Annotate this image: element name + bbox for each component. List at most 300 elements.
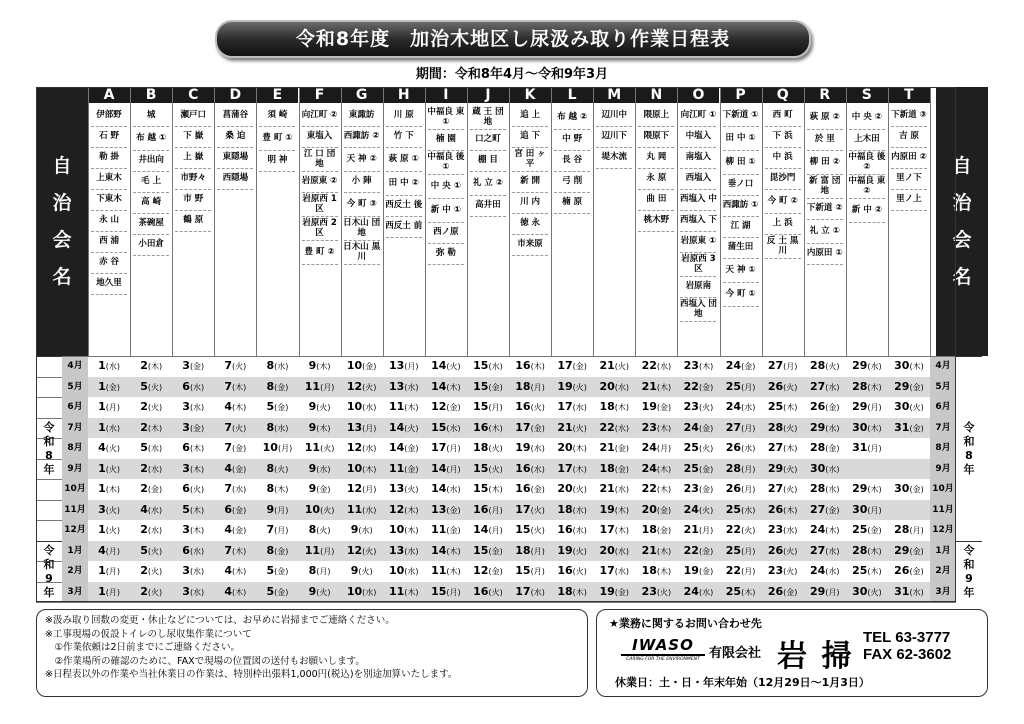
month-label-left: 4月 — [62, 356, 88, 377]
date-weekday: (月) — [867, 444, 882, 453]
date-weekday: (金) — [656, 526, 672, 535]
date-day: 6 — [182, 482, 190, 495]
association-name: 中福良 後 ② — [848, 152, 886, 172]
year-label-r9-right — [956, 541, 982, 603]
date-weekday: (火) — [105, 444, 120, 453]
date-weekday: (木) — [783, 444, 798, 453]
date-weekday: (木) — [656, 464, 672, 474]
column-header-Q: Q — [762, 87, 804, 103]
date-weekday: (水) — [404, 546, 419, 556]
date-weekday: (金) — [446, 526, 461, 535]
date-weekday: (火) — [530, 526, 545, 535]
date-weekday: (木) — [232, 587, 247, 597]
date-weekday: (水) — [741, 403, 756, 412]
date-day: 18 — [515, 379, 531, 393]
date-weekday: (金) — [698, 423, 714, 433]
date-day: 5 — [182, 502, 190, 516]
association-name: 高 崎 — [141, 197, 162, 208]
date-day: 9 — [308, 461, 317, 475]
date-day: 29 — [852, 482, 868, 495]
column-header-C: C — [172, 87, 214, 103]
month-label-right: 5月 — [930, 377, 956, 398]
date-day: 27 — [809, 379, 826, 393]
logo-tagline: CARING FOR THE ENVIRONMENT — [626, 657, 700, 662]
date-weekday: (木) — [232, 546, 247, 556]
association-name: 向江町 ② — [301, 110, 338, 121]
date-weekday: (金) — [741, 362, 756, 371]
date-weekday: (火) — [530, 403, 545, 412]
association-name: 宮 田 ヶ 平 — [514, 149, 546, 169]
association-name: 内原田 ② — [891, 152, 927, 163]
date-weekday: (水) — [867, 362, 882, 371]
date-day: 13 — [431, 502, 447, 516]
association-name: 田 中 ② — [388, 177, 419, 188]
date-day: 15 — [473, 400, 489, 413]
date-day: 9 — [350, 564, 359, 577]
association-name: 日木山 黒 川 — [343, 242, 381, 262]
date-day: 21 — [599, 441, 615, 454]
date-weekday: (水) — [189, 403, 205, 412]
date-day: 14 — [431, 543, 447, 557]
date-weekday: (木) — [825, 526, 840, 535]
date-day: 29 — [894, 543, 910, 557]
date-weekday: (水) — [446, 485, 461, 494]
date-day: 15 — [473, 482, 489, 495]
date-weekday: (火) — [572, 546, 587, 556]
date-weekday: (木) — [656, 567, 672, 576]
date-day: 11 — [346, 502, 363, 516]
association-name: 徳 永 — [520, 218, 541, 229]
date-weekday: (水) — [358, 526, 373, 535]
date-weekday: (金) — [909, 567, 924, 576]
date-day: 23 — [683, 359, 699, 372]
date-day: 16 — [515, 400, 531, 413]
association-name: 内原田 ① — [806, 248, 843, 259]
date-weekday: (火) — [316, 403, 331, 412]
date-day: 3 — [182, 461, 190, 475]
date-day: 8 — [266, 461, 275, 475]
date-weekday: (木) — [147, 423, 163, 433]
association-name: 小田倉 — [138, 239, 164, 250]
date-weekday: (木) — [189, 464, 205, 474]
side-label-char: 名 — [952, 266, 972, 288]
month-label-right: 10月 — [930, 479, 956, 500]
date-weekday: (木) — [656, 546, 672, 556]
table-border — [36, 87, 956, 602]
association-name: 豊 町 ① — [262, 132, 293, 143]
date-day: 15 — [515, 523, 531, 536]
date-day: 17 — [599, 564, 615, 577]
date-day: 1 — [98, 564, 106, 577]
date-day: 24 — [683, 502, 699, 516]
date-weekday: (金) — [698, 382, 714, 392]
date-day: 31 — [852, 441, 868, 454]
date-weekday: (火) — [147, 546, 163, 556]
association-name: 東隠場 — [222, 152, 249, 163]
date-day: 9 — [308, 420, 317, 434]
date-day: 18 — [599, 400, 615, 413]
association-name: 毛 上 — [141, 176, 162, 187]
date-weekday: (金) — [189, 362, 205, 371]
date-weekday: (火) — [783, 485, 798, 494]
date-day: 2 — [140, 523, 148, 536]
date-weekday: (木) — [232, 382, 247, 392]
date-day: 14 — [431, 379, 447, 393]
date-weekday: (水) — [614, 485, 630, 494]
date-weekday: (水) — [825, 485, 840, 494]
association-name: 井出向 — [138, 155, 164, 166]
date-day: 15 — [515, 564, 531, 577]
association-name: 中 野 — [562, 134, 583, 145]
date-weekday: (火) — [446, 362, 461, 371]
date-day: 7 — [224, 543, 233, 557]
association-name: 萩 原 ② — [809, 111, 840, 122]
date-weekday: (月) — [488, 526, 503, 535]
association-name: 南塩入 — [685, 152, 712, 163]
association-name: 小 陣 — [351, 176, 372, 187]
date-weekday: (火) — [698, 505, 714, 515]
date-weekday: (火) — [656, 587, 672, 597]
date-day: 19 — [683, 564, 699, 577]
date-weekday: (月) — [404, 362, 419, 371]
date-weekday: (水) — [274, 362, 289, 371]
association-name: 棚 目 — [477, 155, 498, 166]
association-name: 中 浜 — [772, 152, 793, 163]
date-day: 5 — [140, 441, 148, 454]
date-weekday: (金) — [783, 587, 798, 597]
date-day: 17 — [431, 441, 447, 454]
date-day: 28 — [809, 359, 826, 372]
date-day: 26 — [725, 441, 742, 454]
date-day: 10 — [346, 461, 363, 475]
association-name: 弥 勒 — [435, 248, 456, 259]
date-weekday: (金) — [909, 382, 924, 392]
association-name: 弓 削 — [562, 176, 583, 187]
date-day: 18 — [641, 564, 657, 577]
date-day: 29 — [809, 584, 826, 598]
association-name: 下新道 ② — [806, 203, 843, 214]
date-day: 1 — [98, 523, 106, 536]
date-weekday: (金) — [316, 485, 331, 494]
date-weekday: (火) — [362, 546, 377, 556]
date-weekday: (水) — [572, 403, 587, 412]
date-weekday: (火) — [316, 526, 331, 535]
date-weekday: (火) — [530, 505, 545, 515]
date-day: 11 — [431, 523, 447, 536]
date-day: 28 — [725, 461, 742, 475]
date-weekday: (木) — [404, 587, 419, 597]
association-name: 西反土 前 — [385, 221, 423, 232]
date-weekday: (木) — [488, 423, 503, 433]
association-name: 新 開 — [520, 176, 541, 187]
date-weekday: (水) — [488, 362, 503, 371]
date-weekday: (金) — [189, 423, 205, 433]
date-weekday: (火) — [783, 567, 798, 576]
date-weekday: (月) — [867, 403, 882, 412]
association-name: 新 中 ① — [430, 204, 461, 215]
month-label-right: 8月 — [930, 438, 956, 459]
date-day: 25 — [725, 543, 742, 557]
date-weekday: (火) — [572, 423, 587, 433]
page-title: 令和8年度 加治木地区し尿汲み取り作業日程表 — [215, 20, 811, 58]
date-day: 24 — [809, 564, 826, 577]
date-weekday: (月) — [488, 403, 503, 412]
date-day: 18 — [557, 584, 573, 598]
date-day: 9 — [266, 502, 275, 516]
date-day: 16 — [473, 584, 489, 598]
side-label-char: 会 — [952, 229, 972, 251]
date-weekday: (火) — [316, 587, 331, 597]
date-day: 3 — [98, 502, 106, 516]
column-header-F: F — [299, 87, 341, 103]
date-weekday: (水) — [825, 423, 840, 433]
association-name: 今 町 ① — [725, 288, 756, 299]
column-header-D: D — [214, 87, 256, 103]
association-name: 中 央 ② — [851, 111, 882, 122]
association-name: 西 浦 — [99, 236, 120, 247]
date-weekday: (水) — [147, 464, 163, 474]
date-day: 28 — [852, 379, 868, 393]
date-weekday: (月) — [488, 505, 503, 515]
date-day: 5 — [140, 379, 148, 393]
date-day: 19 — [599, 584, 615, 598]
association-name: 市野々 — [180, 173, 206, 184]
date-weekday: (月) — [867, 505, 882, 515]
date-weekday: (木) — [867, 485, 882, 494]
date-day: 19 — [599, 502, 615, 516]
date-day: 16 — [473, 502, 489, 516]
date-weekday: (水) — [404, 382, 419, 392]
date-weekday: (木) — [614, 505, 630, 515]
date-day: 9 — [350, 523, 359, 536]
association-name: 岩原東 ① — [680, 236, 717, 247]
notes-box — [36, 609, 588, 697]
date-day: 20 — [557, 482, 573, 495]
date-day: 26 — [767, 543, 784, 557]
date-day: 9 — [308, 400, 317, 413]
association-name: 中福良 東 ② — [848, 176, 886, 196]
date-day: 23 — [641, 584, 657, 598]
association-name: 辺川下 — [601, 131, 627, 142]
date-day: 24 — [683, 420, 699, 434]
date-day: 22 — [641, 359, 657, 372]
date-weekday: (木) — [446, 546, 461, 556]
date-day: 8 — [266, 420, 275, 434]
date-day: 11 — [388, 461, 405, 475]
date-weekday: (月) — [105, 546, 120, 556]
date-day: 9 — [308, 482, 317, 495]
row-divider — [36, 602, 956, 603]
column-header-G: G — [341, 87, 383, 103]
column-header-S: S — [846, 87, 888, 103]
date-day: 12 — [346, 379, 363, 393]
association-name: 西塩入 — [685, 173, 712, 184]
association-name: 楠 原 — [562, 197, 583, 208]
association-name: 布 越 ② — [557, 111, 588, 122]
association-name: 中福良 後 ① — [427, 152, 465, 172]
date-weekday: (火) — [698, 444, 714, 453]
date-weekday: (水) — [232, 485, 247, 494]
date-weekday: (金) — [909, 423, 924, 433]
date-weekday: (木) — [147, 362, 163, 371]
date-day: 8 — [308, 523, 317, 536]
note-line: ※工事現場の仮設トイレのし尿収集作業について — [45, 628, 252, 640]
date-day: 8 — [266, 379, 275, 393]
date-day: 17 — [557, 359, 573, 372]
date-day: 15 — [473, 359, 489, 372]
association-name: 隈原下 — [643, 131, 670, 142]
date-day: 7 — [224, 420, 233, 434]
date-weekday: (火) — [147, 567, 163, 576]
association-name: 向江町 ① — [680, 110, 717, 121]
date-day: 1 — [98, 379, 106, 393]
date-day: 3 — [182, 400, 190, 413]
association-name: 岩原西 2 区 — [302, 218, 337, 238]
date-day: 29 — [767, 461, 784, 475]
date-weekday: (水) — [362, 505, 377, 515]
company-prefix: 有限会社 — [709, 646, 762, 661]
date-weekday: (水) — [362, 403, 377, 412]
date-weekday: (月) — [741, 423, 756, 433]
association-name: 東諏訪 — [348, 110, 375, 121]
date-day: 12 — [388, 502, 405, 516]
date-day: 24 — [809, 523, 826, 536]
date-weekday: (火) — [783, 382, 798, 392]
association-name: 今 町 ② — [767, 195, 798, 206]
date-weekday: (木) — [783, 505, 798, 515]
date-day: 22 — [725, 564, 742, 577]
date-day: 7 — [224, 441, 233, 454]
association-name: 勒 掛 — [99, 152, 120, 163]
association-name: 堤木流 — [601, 152, 627, 163]
date-day: 3 — [182, 420, 190, 434]
date-day: 24 — [683, 584, 699, 598]
date-weekday: (水) — [189, 587, 205, 597]
date-weekday: (月) — [741, 464, 756, 474]
date-weekday: (火) — [698, 403, 714, 412]
date-day: 17 — [599, 523, 615, 536]
date-weekday: (火) — [147, 587, 163, 597]
date-weekday: (火) — [572, 485, 587, 494]
date-day: 5 — [266, 584, 275, 598]
date-day: 27 — [767, 482, 784, 495]
date-weekday: (月) — [530, 567, 545, 576]
date-weekday: (金) — [825, 403, 840, 412]
date-day: 8 — [266, 482, 275, 495]
side-label-char: 治 — [52, 192, 72, 214]
date-weekday: (木) — [656, 485, 672, 494]
date-weekday: (水) — [147, 505, 163, 515]
date-day: 23 — [767, 523, 784, 536]
date-weekday: (月) — [446, 444, 461, 453]
year-label-text: 令和8年 — [963, 420, 975, 476]
date-day: 1 — [98, 400, 106, 413]
date-weekday: (金) — [105, 382, 120, 392]
date-day: 10 — [346, 359, 363, 372]
date-weekday: (月) — [362, 423, 377, 433]
date-day: 21 — [641, 543, 657, 557]
association-name: 日木山 団 地 — [343, 218, 381, 238]
date-weekday: (月) — [277, 444, 293, 453]
column-header-O: O — [677, 87, 719, 103]
association-name: 礼 立 ① — [809, 225, 840, 236]
date-day: 1 — [98, 359, 106, 372]
association-name: 東塩入 — [306, 131, 333, 142]
date-weekday: (水) — [316, 464, 331, 474]
date-weekday: (火) — [404, 423, 419, 433]
date-day: 15 — [473, 379, 489, 393]
association-name: 天 神 ② — [346, 153, 377, 164]
date-weekday: (木) — [316, 362, 331, 371]
association-name: 茶碗屋 — [138, 218, 164, 229]
month-label-right: 7月 — [930, 418, 956, 439]
date-weekday: (火) — [614, 362, 630, 371]
association-name: 江 口 団 地 — [303, 149, 336, 169]
date-day: 22 — [641, 482, 657, 495]
association-name: 吉 原 — [898, 131, 919, 142]
date-weekday: (木) — [614, 403, 630, 412]
date-day: 18 — [599, 461, 615, 475]
date-day: 30 — [852, 420, 868, 434]
association-name: 川 原 — [393, 110, 414, 121]
column-header-T: T — [888, 87, 930, 103]
date-day: 19 — [557, 543, 573, 557]
date-weekday: (火) — [783, 546, 798, 556]
date-weekday: (火) — [320, 444, 335, 453]
date-day: 2 — [140, 461, 148, 475]
date-weekday: (金) — [698, 464, 714, 474]
date-weekday: (木) — [189, 444, 205, 453]
date-day: 14 — [388, 441, 405, 454]
date-day: 18 — [641, 523, 657, 536]
date-weekday: (金) — [698, 485, 714, 494]
year-label-text: 令和8年 — [43, 420, 55, 476]
date-day: 30 — [894, 482, 910, 495]
date-weekday: (水) — [147, 526, 163, 535]
date-day: 10 — [346, 400, 363, 413]
date-day: 23 — [683, 400, 699, 413]
contact-box — [596, 609, 988, 697]
date-day: 12 — [346, 543, 363, 557]
association-name: 西ノ原 — [433, 227, 459, 238]
date-weekday: (水) — [614, 423, 630, 433]
date-weekday: (木) — [189, 505, 205, 515]
month-label-right: 2月 — [930, 561, 956, 582]
date-weekday: (木) — [362, 464, 377, 474]
note-line: ①作業依頼は2日前までにご連絡ください。 — [45, 642, 241, 654]
date-day: 21 — [557, 420, 573, 434]
date-weekday: (木) — [446, 567, 461, 576]
date-weekday: (金) — [404, 444, 419, 453]
date-weekday: (木) — [232, 403, 247, 412]
date-weekday: (火) — [867, 587, 882, 597]
date-weekday: (金) — [614, 464, 630, 474]
month-label-left: 11月 — [62, 500, 88, 521]
date-weekday: (金) — [909, 546, 924, 556]
date-weekday: (火) — [404, 485, 419, 494]
note-line: ②作業場所の確認のために、FAXで現場の位置図の送付もお願いします。 — [45, 655, 365, 667]
association-name: 長 谷 — [562, 155, 583, 166]
date-weekday: (月) — [698, 526, 714, 535]
date-day: 8 — [308, 564, 317, 577]
date-weekday: (金) — [909, 485, 924, 494]
date-weekday: (火) — [358, 567, 373, 576]
date-weekday: (水) — [909, 587, 924, 597]
date-weekday: (火) — [274, 464, 289, 474]
date-weekday: (火) — [783, 423, 798, 433]
date-day: 10 — [388, 564, 405, 577]
date-day: 27 — [767, 441, 784, 454]
